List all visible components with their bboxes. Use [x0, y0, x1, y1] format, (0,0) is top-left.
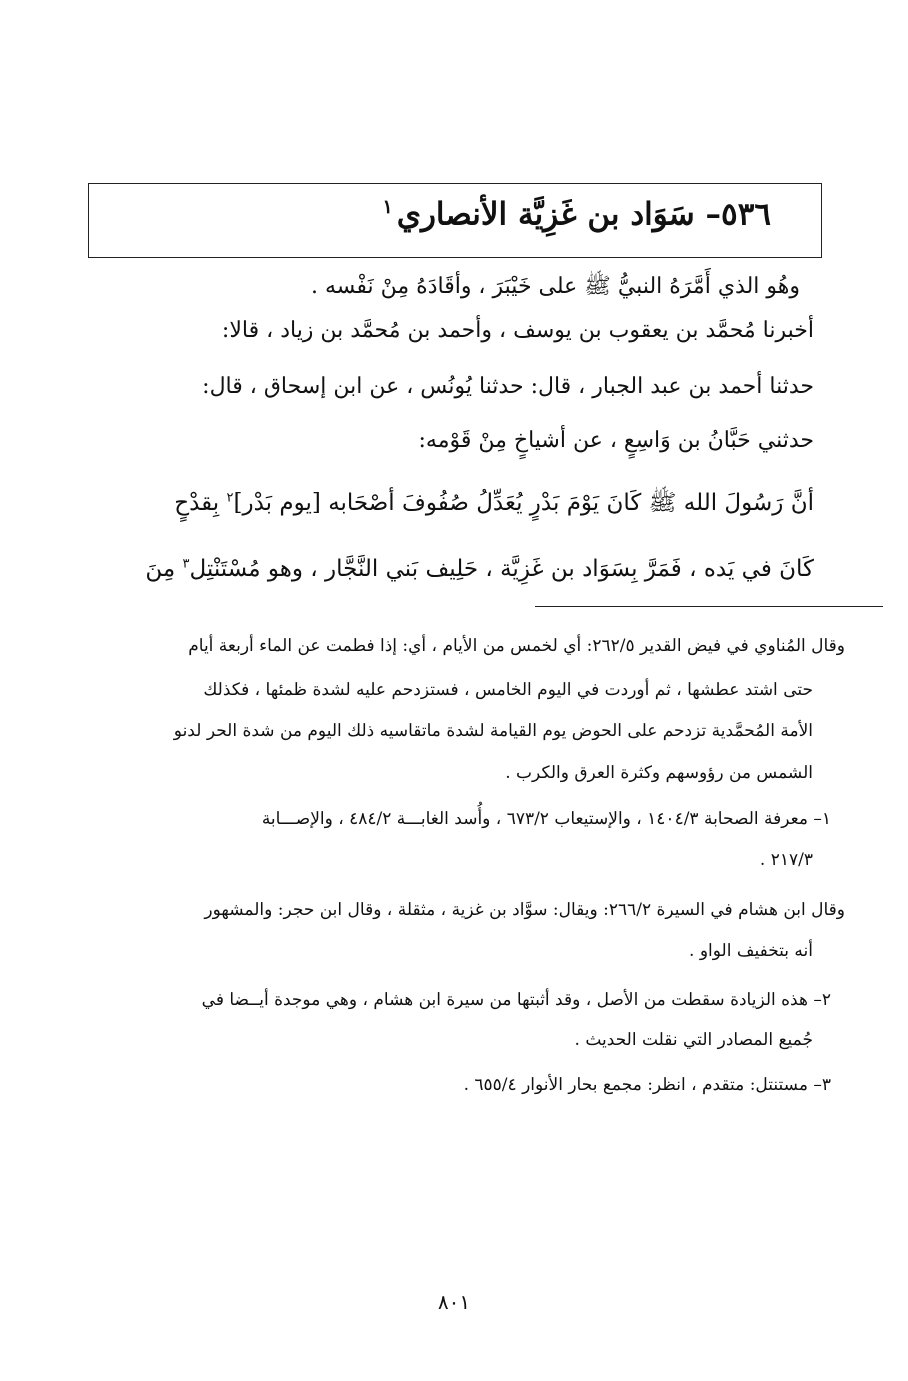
footnote-3: ٣– مستنتل: متقدم ، انظر: مجمع بحار الأنوار ٦٥٥/٤ . — [463, 1075, 831, 1095]
footnote-line: الشمس من رؤوسهم وكثرة العرق والكرب . — [505, 763, 813, 783]
footnote-2: ٢– هذه الزيادة سقطت من الأصل ، وقد أثبتها من سيرة ابن هشام ، وهي موجدة أيــضا في — [201, 990, 831, 1010]
body-line-3: حدثنا أحمد بن عبد الجبار ، قال: حدثنا يُونُس ، عن ابن إسحاق ، قال: — [202, 374, 814, 399]
entry-title — [382, 196, 771, 232]
body-line-4: حدثني حَبَّانُ بن وَاسِعٍ ، عن أشياخٍ مِنْ قَوْمه: — [418, 428, 814, 453]
footnote-1: ١– معرفة الصحابة ١٤٠٤/٣ ، والإستيعاب ٦٧٣/٢ ، وأُسد الغابـــة ٤٨٤/٢ ، والإصـــابة — [261, 809, 831, 829]
entry-title-box — [88, 183, 822, 258]
footnote-line: جُميع المصادر التي نقلت الحديث . — [574, 1030, 813, 1050]
body-line-1: وهُو الذي أَمَّرَهُ النبيُّ ﷺ على خَيْبَرَ ، وأقَادَهُ مِنْ نَفْسه . — [310, 274, 800, 299]
footnote-line: الأمة المُحمَّدية تزدحم على الحوض يوم القيامة لشدة ماتقاسيه ذلك اليوم من شدة الحر لدنو — [173, 721, 813, 741]
body-line-5-text: أنَّ رَسُولَ الله ﷺ كَانَ يَوْمَ بَدْرٍ يُعَدِّلُ صُفُوفَ أصْحَابه [يوم بَدْر] — [233, 490, 814, 516]
footnote-line: وقال المُناوي في فيض القدير ٢٦٢/٥: أي لخمس من الأيام ، أي: إذا فطمت عن الماء أربعة أيام — [188, 636, 845, 656]
footnote-line: أنه بتخفيف الواو . — [689, 941, 813, 961]
body-line-5-end: بِقدْحٍ — [174, 490, 227, 516]
footnote-divider — [535, 606, 883, 607]
footnote-marker-2: ٢ — [226, 490, 234, 506]
page-number: ٨٠١ — [437, 1290, 471, 1314]
entry-title-text: ٥٣٦– سَوَاد بن غَزِيَّة الأنصاري — [396, 196, 771, 233]
footnote-marker-1: ١ — [382, 196, 393, 218]
footnote-line: حتى اشتد عطشها ، ثم أوردت في اليوم الخامس ، فستزدحم عليه لشدة ظمئها ، فكذلك — [203, 680, 813, 700]
body-line-2: أخبرنا مُحمَّد بن يعقوب بن يوسف ، وأحمد بن مُحمَّد بن زياد ، قالا: — [221, 318, 814, 343]
footnote-line: ٢١٧/٣ . — [759, 850, 813, 870]
body-line-6 — [100, 556, 814, 582]
body-line-5 — [100, 488, 814, 522]
body-line-6-text: كَانَ في يَده ، فَمَرَّ بِسَوَاد بن غَزِيَّة ، حَلِيف بَني النَّجَّار ، وهو مُسْتَنْتِل — [189, 556, 814, 582]
footnote-line: وقال ابن هشام في السيرة ٢٦٦/٢: ويقال: سوَّاد بن غزية ، مثقلة ، وقال ابن حجر: والمشهور — [204, 900, 845, 920]
body-line-6-end: مِنَ — [145, 556, 183, 582]
footnote-marker-3: ٣ — [182, 556, 190, 572]
